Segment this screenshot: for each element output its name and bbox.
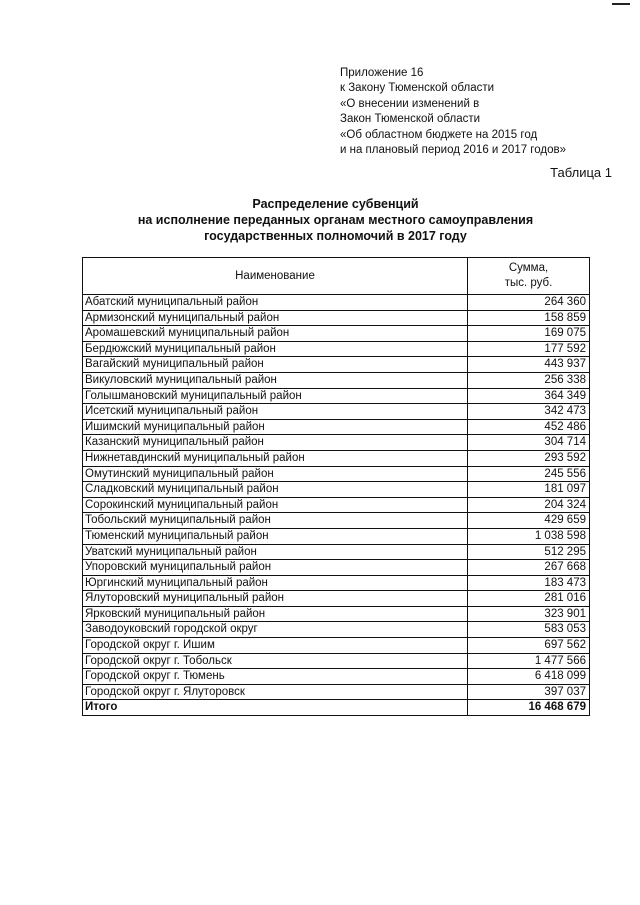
row-value: 256 338 [468, 372, 590, 388]
row-name: Бердюжский муниципальный район [83, 341, 468, 357]
table-row [83, 419, 590, 435]
table-row [83, 341, 590, 357]
row-value: 512 295 [468, 544, 590, 560]
table-row [83, 544, 590, 560]
table-row [83, 450, 590, 466]
table-row [83, 560, 590, 576]
row-name: Сорокинский муниципальный район [83, 497, 468, 513]
appendix-line: и на плановый период 2016 и 2017 годов» [340, 144, 566, 157]
table-number-label: Таблица 1 [550, 165, 612, 180]
row-name: Голышмановский муниципальный район [83, 388, 468, 404]
row-value: 183 473 [468, 575, 590, 591]
row-value: 342 473 [468, 404, 590, 420]
table-row [83, 310, 590, 326]
row-value: 264 360 [468, 295, 590, 311]
row-name: Городской округ г. Тюмень [83, 669, 468, 685]
row-value: 177 592 [468, 341, 590, 357]
row-name: Городской округ г. Тобольск [83, 653, 468, 669]
title-line: Распределение субвенций [252, 197, 419, 211]
row-name: Сладковский муниципальный район [83, 482, 468, 498]
row-name: Казанский муниципальный район [83, 435, 468, 451]
header-sum-line: Сумма, [508, 262, 549, 274]
row-value: 364 349 [468, 388, 590, 404]
table-row [83, 326, 590, 342]
row-name: Вагайский муниципальный район [83, 357, 468, 373]
table-row [83, 466, 590, 482]
row-value: 281 016 [468, 591, 590, 607]
row-value: 323 901 [468, 606, 590, 622]
row-name: Омутинский муниципальный район [83, 466, 468, 482]
row-name: Армизонский муниципальный район [83, 310, 468, 326]
row-value: 6 418 099 [468, 669, 590, 685]
row-value: 245 556 [468, 466, 590, 482]
table-row [83, 513, 590, 529]
row-name: Ялуторовский муниципальный район [83, 591, 468, 607]
appendix-line: Приложение 16 [340, 67, 424, 79]
table-row [83, 372, 590, 388]
total-row [83, 700, 590, 716]
title-line: государственных полномочий в 2017 году [204, 229, 467, 243]
table-row [83, 606, 590, 622]
appendix-line: «О внесении изменений в [340, 97, 480, 110]
subventions-table [82, 257, 590, 716]
row-value: 267 668 [468, 560, 590, 576]
table-row [83, 575, 590, 591]
row-name: Юргинский муниципальный район [83, 575, 468, 591]
table-header-row [83, 258, 590, 295]
row-value: 452 486 [468, 419, 590, 435]
row-value: 429 659 [468, 513, 590, 529]
appendix-line: к Закону Тюменской области [340, 82, 495, 95]
row-value: 169 075 [468, 326, 590, 342]
header-sum-line: тыс. руб. [504, 277, 553, 289]
row-name: Уватский муниципальный район [83, 544, 468, 560]
document-title [82, 196, 589, 244]
row-name: Городской округ г. Ялуторовск [83, 684, 468, 700]
header-sum [468, 258, 590, 295]
table-body [83, 295, 590, 716]
row-value: 1 477 566 [468, 653, 590, 669]
row-name: Заводоуковский городской округ [83, 622, 468, 638]
appendix-line: Закон Тюменской области [340, 113, 481, 126]
row-name: Исетский муниципальный район [83, 404, 468, 420]
row-name: Тобольский муниципальный район [83, 513, 468, 529]
table-row [83, 497, 590, 513]
row-value: 583 053 [468, 622, 590, 638]
total-label: Итого [83, 700, 468, 716]
table-row [83, 435, 590, 451]
table-row [83, 404, 590, 420]
row-name: Абатский муниципальный район [83, 295, 468, 311]
scan-mark [612, 3, 630, 5]
appendix-note [340, 66, 630, 158]
table-row [83, 638, 590, 654]
table-row [83, 669, 590, 685]
row-value: 1 038 598 [468, 528, 590, 544]
table-row [83, 684, 590, 700]
table-row [83, 295, 590, 311]
total-value: 16 468 679 [468, 700, 590, 716]
row-value: 293 592 [468, 450, 590, 466]
table-row [83, 388, 590, 404]
appendix-line: «Об областном бюджете на 2015 год [340, 128, 538, 141]
row-name: Городской округ г. Ишим [83, 638, 468, 654]
row-name: Ишимский муниципальный район [83, 419, 468, 435]
row-value: 443 937 [468, 357, 590, 373]
row-value: 158 859 [468, 310, 590, 326]
table-row [83, 622, 590, 638]
row-value: 204 324 [468, 497, 590, 513]
row-value: 697 562 [468, 638, 590, 654]
table-row [83, 591, 590, 607]
header-name: Наименование [83, 258, 468, 295]
row-name: Нижнетавдинский муниципальный район [83, 450, 468, 466]
row-name: Аромашевский муниципальный район [83, 326, 468, 342]
row-name: Викуловский муниципальный район [83, 372, 468, 388]
table-row [83, 653, 590, 669]
table-row [83, 482, 590, 498]
row-value: 304 714 [468, 435, 590, 451]
row-value: 181 097 [468, 482, 590, 498]
row-name: Упоровский муниципальный район [83, 560, 468, 576]
row-value: 397 037 [468, 684, 590, 700]
row-name: Тюменский муниципальный район [83, 528, 468, 544]
row-name: Ярковский муниципальный район [83, 606, 468, 622]
table-row [83, 357, 590, 373]
table-row [83, 528, 590, 544]
title-line: на исполнение переданных органам местного самоуправления [137, 213, 534, 227]
